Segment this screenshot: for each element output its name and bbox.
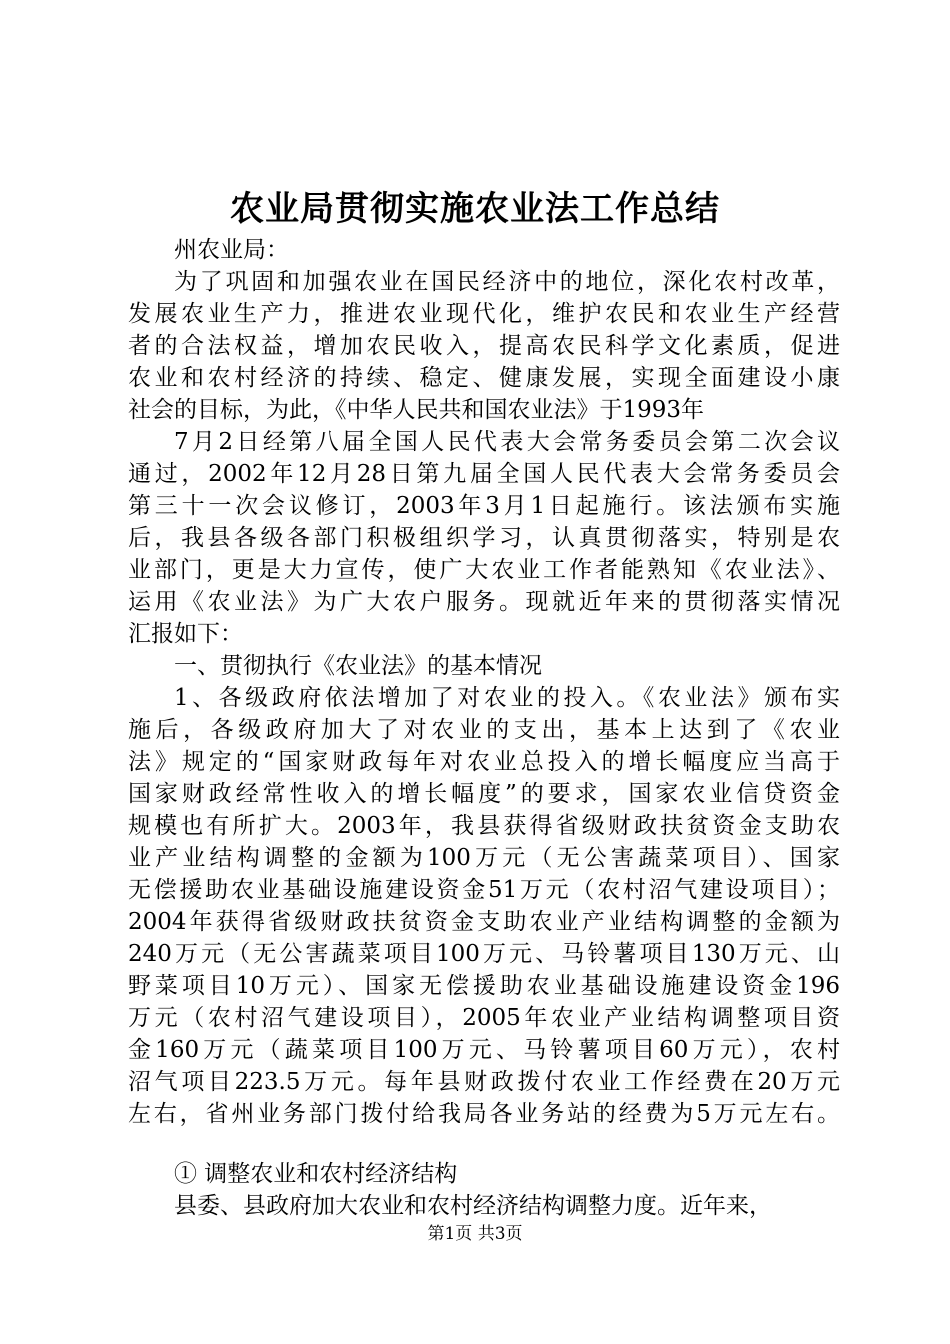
paragraph-line: 无偿援助农业基础设施建设资金51万元（农村沼气建设项目）； bbox=[128, 877, 840, 903]
paragraph-line: 万元（农村沼气建设项目），2005年农业产业结构调整项目资 bbox=[128, 1005, 840, 1031]
paragraph-line: 金160万元（蔬菜项目100万元、马铃薯项目60万元），农村 bbox=[128, 1037, 840, 1063]
subsection-heading: ① 调整农业和农村经济结构 bbox=[174, 1161, 458, 1187]
paragraph-line: 2004年获得省级财政扶贫资金支助农业产业结构调整的金额为 bbox=[128, 909, 840, 935]
paragraph-line: 为了巩固和加强农业在国民经济中的地位，深化农村改革， bbox=[174, 269, 840, 295]
paragraph-gap bbox=[128, 1130, 840, 1158]
paragraph-line: 1、各级政府依法增加了对农业的投入。《农业法》颁布实 bbox=[174, 685, 840, 711]
paragraph-line: 法》规定的“国家财政每年对农业总投入的增长幅度应当高于 bbox=[128, 749, 840, 775]
paragraph-line: 汇报如下： bbox=[128, 621, 243, 647]
paragraph-line: 业部门，更是大力宣传，使广大农业工作者能熟知《农业法》、 bbox=[128, 557, 840, 583]
paragraph-line: 社会的目标，为此，《中华人民共和国农业法》于1993年 bbox=[128, 397, 705, 423]
document-body bbox=[128, 234, 840, 1222]
paragraph-line: 沼气项目223.5万元。每年县财政拨付农业工作经费在20万元 bbox=[128, 1069, 840, 1095]
paragraph-line: 业产业结构调整的金额为100万元（无公害蔬菜项目）、国家 bbox=[128, 845, 840, 871]
paragraph-line: 后，我县各级各部门积极组织学习，认真贯彻落实，特别是农 bbox=[128, 525, 840, 551]
paragraph-line: 国家财政经常性收入的增长幅度”的要求，国家农业信贷资金 bbox=[128, 781, 840, 807]
paragraph-line: 通过，2002年12月28日第九届全国人民代表大会常务委员会 bbox=[128, 461, 840, 487]
paragraph-line: 县委、县政府加大农业和农村经济结构调整力度。近年来， bbox=[174, 1193, 772, 1219]
paragraph-line: 野菜项目10万元）、国家无偿援助农业基础设施建设资金196 bbox=[128, 973, 840, 999]
paragraph-line: 运用《农业法》为广大农户服务。现就近年来的贯彻落实情况 bbox=[128, 589, 840, 615]
paragraph-line: 者的合法权益，增加农民收入，提高农民科学文化素质，促进 bbox=[128, 333, 840, 359]
paragraph-line: 240万元（无公害蔬菜项目100万元、马铃薯项目130万元、山 bbox=[128, 941, 840, 967]
paragraph-line: 左右，省州业务部门拨付给我局各业务站的经费为5万元左右。 bbox=[128, 1101, 840, 1127]
paragraph-line: 第三十一次会议修订，2003年3月1日起施行。该法颁布实施 bbox=[128, 493, 840, 519]
salutation: 州农业局： bbox=[174, 237, 289, 263]
section-heading: 一、贯彻执行《农业法》的基本情况 bbox=[174, 653, 542, 679]
page-number-footer: 第1页 共3页 bbox=[427, 1224, 523, 1244]
paragraph-line: 7月2日经第八届全国人民代表大会常务委员会第二次会议 bbox=[174, 429, 840, 455]
paragraph-line: 施后，各级政府加大了对农业的支出，基本上达到了《农业 bbox=[128, 717, 840, 743]
paragraph-line: 发展农业生产力，推进农业现代化，维护农民和农业生产经营 bbox=[128, 301, 840, 327]
paragraph-line: 规模也有所扩大。2003年，我县获得省级财政扶贫资金支助农 bbox=[128, 813, 840, 839]
document-title: 农业局贯彻实施农业法工作总结 bbox=[230, 189, 720, 229]
paragraph-line: 农业和农村经济的持续、稳定、健康发展，实现全面建设小康 bbox=[128, 365, 840, 391]
